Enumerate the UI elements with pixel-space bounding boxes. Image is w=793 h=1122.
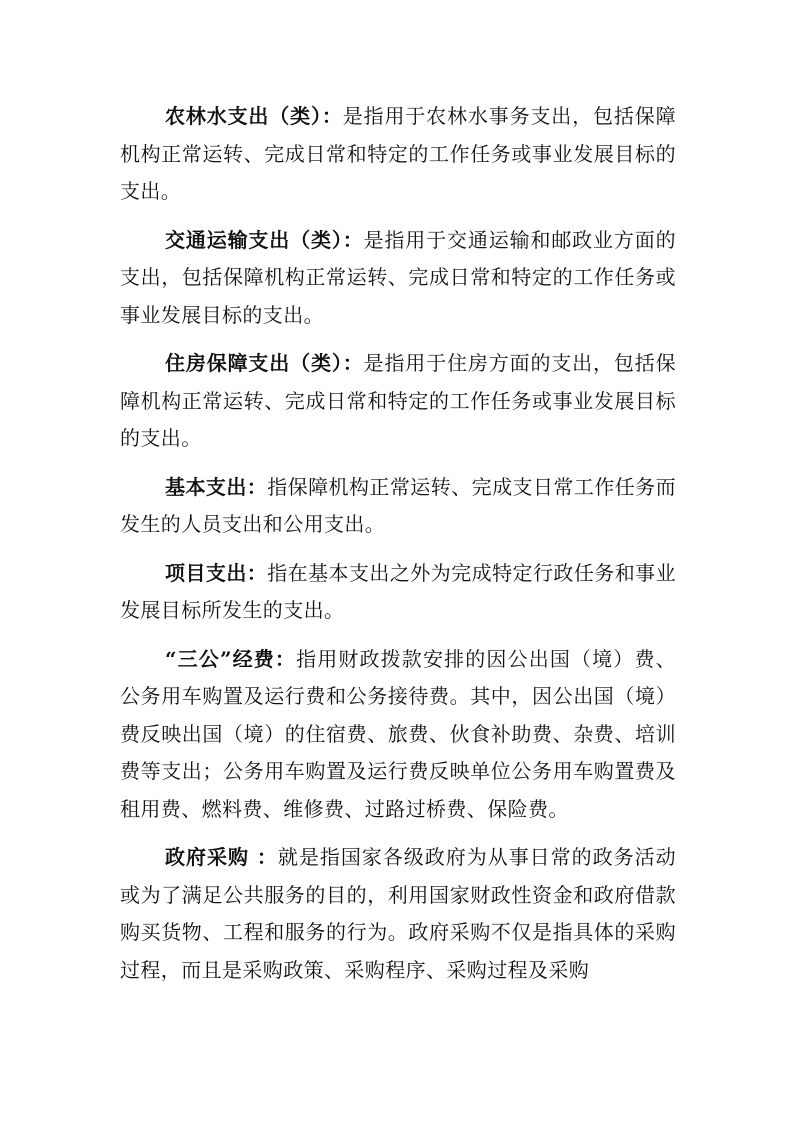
term-definition: 指用财政拨款安排的因公出国（境）费、公务用车购置及运行费和公务接待费。其中，因公出国（境）费反映出国（境）的住宿费、旅费、伙食补助费、杂费、培训费等支出；公务用车购置及运行费反映单位公务用车购置费及租用费、燃料费、维修费、过路过桥费、保险费。 bbox=[120, 646, 677, 821]
term-label: 交通运输支出（类）： bbox=[165, 227, 364, 252]
term-definition: 指在基本支出之外为完成特定行政任务和事业发展目标所发生的支出。 bbox=[120, 560, 677, 622]
term-definition: 是指用于住房方面的支出，包括保障机构正常运转、完成日常和特定的工作任务或事业发展目标的支出。 bbox=[120, 351, 677, 450]
term-label: 政府采购 ： bbox=[165, 845, 278, 869]
term-label: 项目支出： bbox=[165, 560, 268, 585]
definition-housing bbox=[120, 345, 676, 458]
document-body bbox=[120, 98, 676, 1000]
definition-basic-expenditure bbox=[120, 469, 676, 544]
definition-government-procurement bbox=[120, 839, 676, 989]
term-label: 住房保障支出（类）： bbox=[165, 351, 364, 375]
definition-transport bbox=[120, 222, 676, 335]
term-definition: 是指用于交通运输和邮政业方面的支出，包括保障机构正常运转、完成日常和特定的工作任务或事业发展目标的支出。 bbox=[120, 227, 677, 327]
term-label: 农林水支出（类）： bbox=[165, 104, 343, 128]
term-definition: 指保障机构正常运转、完成支日常工作任务而发生的人员支出和公用支出。 bbox=[120, 474, 677, 536]
definition-project-expenditure bbox=[120, 555, 676, 630]
term-definition: 是指用于农林水事务支出，包括保障机构正常运转、完成日常和特定的工作任务或事业发展目标的支出。 bbox=[120, 104, 676, 203]
term-definition: 就是指国家各级政府为从事日常的政务活动或为了满足公共服务的目的，利用国家财政性资金和政府借款购买货物、工程和服务的行为。政府采购不仅是指具体的采购过程，而且是采购政策、采购程序、采购过程及采购 bbox=[120, 845, 676, 982]
definition-three-public-funds bbox=[120, 641, 676, 829]
term-label: 基本支出： bbox=[165, 474, 268, 499]
term-label: “三公”经费： bbox=[165, 646, 297, 671]
definition-agriculture bbox=[120, 98, 676, 211]
